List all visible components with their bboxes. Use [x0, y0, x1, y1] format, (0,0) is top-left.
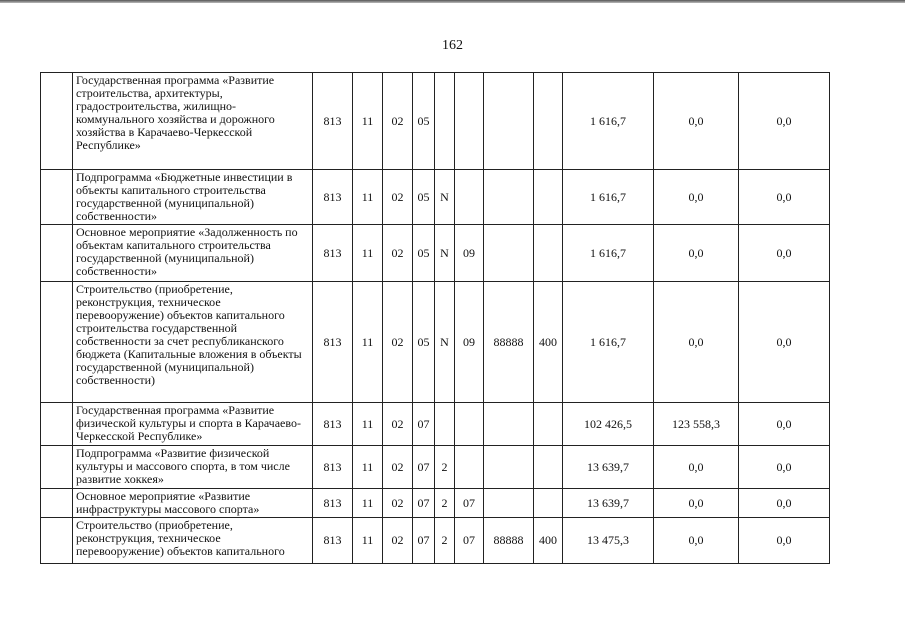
ministry-code: 813 [313, 225, 353, 282]
table-row [41, 73, 830, 170]
program-code: 05 [413, 73, 435, 170]
row-index-cell [41, 170, 73, 225]
ministry-code: 813 [313, 73, 353, 170]
table-row [41, 170, 830, 225]
direction-code: 88888 [484, 282, 534, 403]
program-code: 05 [413, 170, 435, 225]
amount-year-3: 0,0 [739, 225, 830, 282]
amount-year-1: 1 616,7 [563, 282, 654, 403]
row-index-cell [41, 489, 73, 518]
row-index-cell [41, 225, 73, 282]
direction-code [484, 170, 534, 225]
row-index-cell [41, 518, 73, 564]
table-row [41, 403, 830, 446]
row-name: Подпрограмма «Бюджетные инвестиции в объекты капитального строительства государственной (муниципальной) собственности» [73, 170, 313, 225]
amount-year-3: 0,0 [739, 282, 830, 403]
row-index-cell [41, 403, 73, 446]
expense-type-code: 400 [534, 282, 563, 403]
subprogram-code: N [435, 282, 455, 403]
ministry-code: 813 [313, 403, 353, 446]
subsection-code: 02 [383, 446, 413, 489]
expense-type-code [534, 489, 563, 518]
amount-year-3: 0,0 [739, 489, 830, 518]
amount-year-3: 0,0 [739, 73, 830, 170]
activity-code: 09 [455, 282, 484, 403]
row-name: Государственная программа «Развитие физической культуры и спорта в Карачаево-Черкесской Республике» [73, 403, 313, 446]
row-index-cell [41, 73, 73, 170]
page-number: 162 [442, 38, 463, 53]
ministry-code: 813 [313, 446, 353, 489]
section-code: 11 [353, 403, 383, 446]
expense-type-code [534, 170, 563, 225]
program-code: 07 [413, 518, 435, 564]
expense-type-code: 400 [534, 518, 563, 564]
expense-type-code [534, 446, 563, 489]
activity-code [455, 170, 484, 225]
subprogram-code: 2 [435, 446, 455, 489]
amount-year-2: 0,0 [654, 446, 739, 489]
subprogram-code [435, 403, 455, 446]
amount-year-1: 102 426,5 [563, 403, 654, 446]
budget-table [40, 72, 830, 564]
amount-year-1: 1 616,7 [563, 225, 654, 282]
row-name: Основное мероприятие «Задолженность по объектам капитального строительства государственной (муниципальной) собственности» [73, 225, 313, 282]
amount-year-2: 0,0 [654, 170, 739, 225]
activity-code: 07 [455, 518, 484, 564]
section-code: 11 [353, 282, 383, 403]
row-index-cell [41, 446, 73, 489]
ministry-code: 813 [313, 518, 353, 564]
direction-code: 88888 [484, 518, 534, 564]
amount-year-2: 0,0 [654, 518, 739, 564]
table-body [41, 73, 830, 564]
direction-code [484, 225, 534, 282]
expense-type-code [534, 73, 563, 170]
expense-type-code [534, 403, 563, 446]
row-name: Государственная программа «Развитие строительства, архитектуры, градостроительства, жилищно-коммунального хозяйства и дорожного хозяйства в Карачаево-Черкесской Республике» [73, 73, 313, 170]
scan-edge-line [0, 0, 905, 3]
activity-code [455, 446, 484, 489]
activity-code: 07 [455, 489, 484, 518]
amount-year-3: 0,0 [739, 403, 830, 446]
amount-year-1: 1 616,7 [563, 73, 654, 170]
amount-year-1: 13 475,3 [563, 518, 654, 564]
subprogram-code: 2 [435, 518, 455, 564]
row-name: Строительство (приобретение, реконструкция, техническое перевооружение) объектов капитального строительства государственной собственности за счет республиканского бюджета (Капитальные вложения в объекты государственной (муниципальной) собственности) [73, 282, 313, 403]
direction-code [484, 73, 534, 170]
amount-year-2: 0,0 [654, 282, 739, 403]
activity-code: 09 [455, 225, 484, 282]
row-index-cell [41, 282, 73, 403]
subsection-code: 02 [383, 489, 413, 518]
direction-code [484, 403, 534, 446]
amount-year-3: 0,0 [739, 170, 830, 225]
amount-year-1: 1 616,7 [563, 170, 654, 225]
table-row [41, 225, 830, 282]
amount-year-2: 0,0 [654, 73, 739, 170]
subprogram-code: 2 [435, 489, 455, 518]
ministry-code: 813 [313, 170, 353, 225]
program-code: 07 [413, 403, 435, 446]
direction-code [484, 446, 534, 489]
section-code: 11 [353, 170, 383, 225]
section-code: 11 [353, 446, 383, 489]
table-row [41, 518, 830, 564]
subprogram-code: N [435, 225, 455, 282]
section-code: 11 [353, 489, 383, 518]
ministry-code: 813 [313, 282, 353, 403]
subsection-code: 02 [383, 403, 413, 446]
activity-code [455, 403, 484, 446]
subprogram-code: N [435, 170, 455, 225]
amount-year-3: 0,0 [739, 446, 830, 489]
program-code: 05 [413, 225, 435, 282]
direction-code [484, 489, 534, 518]
program-code: 07 [413, 489, 435, 518]
subsection-code: 02 [383, 73, 413, 170]
amount-year-1: 13 639,7 [563, 489, 654, 518]
section-code: 11 [353, 73, 383, 170]
ministry-code: 813 [313, 489, 353, 518]
program-code: 07 [413, 446, 435, 489]
row-name: Подпрограмма «Развитие физической культуры и массового спорта, в том числе развитие хоккея» [73, 446, 313, 489]
section-code: 11 [353, 225, 383, 282]
row-name: Основное мероприятие «Развитие инфраструктуры массового спорта» [73, 489, 313, 518]
amount-year-2: 0,0 [654, 489, 739, 518]
amount-year-2: 0,0 [654, 225, 739, 282]
subsection-code: 02 [383, 518, 413, 564]
amount-year-3: 0,0 [739, 518, 830, 564]
table-row [41, 282, 830, 403]
section-code: 11 [353, 518, 383, 564]
subsection-code: 02 [383, 282, 413, 403]
amount-year-2: 123 558,3 [654, 403, 739, 446]
program-code: 05 [413, 282, 435, 403]
amount-year-1: 13 639,7 [563, 446, 654, 489]
subsection-code: 02 [383, 225, 413, 282]
subsection-code: 02 [383, 170, 413, 225]
table-row [41, 446, 830, 489]
table-row [41, 489, 830, 518]
activity-code [455, 73, 484, 170]
expense-type-code [534, 225, 563, 282]
subprogram-code [435, 73, 455, 170]
row-name: Строительство (приобретение, реконструкция, техническое перевооружение) объектов капитального [73, 518, 313, 564]
